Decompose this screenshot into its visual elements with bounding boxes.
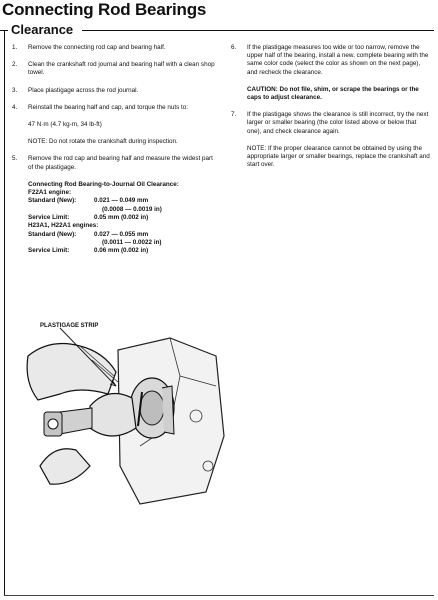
spec-row <box>28 231 217 239</box>
spec-row <box>28 214 217 222</box>
step-text: Clean the crankshaft rod journal and bearing half with a clean shop towel. <box>28 61 215 77</box>
spec-row <box>28 247 217 255</box>
note-replace: NOTE: If the proper clearance cannot be obtained by using the appropriate larger or smaller bearings, replace the crankshaft and start over. <box>247 144 430 169</box>
caution-text: CAUTION: Do not file, shim, or scrape the bearings or the caps to adjust clearance. <box>247 85 419 102</box>
step-6 <box>231 44 431 77</box>
note-rotate: NOTE: Do not rotate the crankshaft during inspection. <box>28 138 178 146</box>
step-number: 4. <box>12 103 18 111</box>
spec-value: (0.0011 — 0.0022 in) <box>102 239 162 246</box>
step-text: If the plastigage shows the clearance is still incorrect, try the next larger or smaller bearing (the color listed above or below that one), and check clearance again. <box>247 111 429 135</box>
spec-row <box>28 197 217 205</box>
page-title: Connecting Rod Bearings <box>2 0 207 19</box>
spec-key: Service Limit: <box>28 247 70 255</box>
step-5 <box>12 155 217 171</box>
torque-spec: 47 N·m (4.7 kg-m, 34 lb-ft) <box>28 121 102 129</box>
section-rule <box>82 30 434 31</box>
left-column <box>12 44 217 256</box>
step-text: Place plastigage across the rod journal. <box>28 86 139 94</box>
step-4 <box>12 104 217 112</box>
spec-row <box>28 239 217 247</box>
step-text: Reinstall the bearing half and cap, and torque the nuts to: <box>28 103 188 111</box>
step-number: 6. <box>231 44 237 51</box>
step-number: 5. <box>12 155 18 163</box>
spec-value: 0.06 mm (0.002 in) <box>94 247 149 255</box>
step-text: Remove the connecting rod cap and bearing half. <box>28 44 166 51</box>
spec-key: Standard (New): <box>28 197 77 205</box>
spec-value: 0.027 — 0.055 mm <box>94 230 149 238</box>
section-title: Clearance <box>11 22 74 37</box>
spec-heading: Connecting Rod Bearing-to-Journal Oil Clearance: <box>28 180 179 188</box>
spec-engine-1: F22A1 engine: <box>28 189 72 197</box>
plastigage-illustration <box>20 316 228 512</box>
right-column <box>231 44 431 178</box>
step-1 <box>12 44 217 52</box>
step-number: 2. <box>12 61 18 69</box>
spec-value: 0.05 mm (0.002 in) <box>94 214 149 222</box>
figure-label: PLASTIGAGE STRIP <box>40 323 99 329</box>
spec-value: 0.021 — 0.049 mm <box>94 197 149 205</box>
spec-value: (0.0008 — 0.0019 in) <box>102 205 162 213</box>
step-2 <box>12 61 217 77</box>
spec-row <box>28 206 217 214</box>
section-frame <box>4 30 5 596</box>
step-number: 3. <box>12 86 18 94</box>
step-3 <box>12 87 217 95</box>
clearance-spec <box>12 181 217 256</box>
step-text: If the plastigage measures too wide or too narrow, remove the upper half of the bearing, install a new, complete bearing with the same color code (select the color as shown on the next page), and recheck the clearance. <box>247 44 429 76</box>
spec-key: Service Limit: <box>28 214 70 222</box>
step-7 <box>231 111 431 136</box>
section-frame-bottom <box>4 595 434 596</box>
spec-engine-2: H23A1, H22A1 engines: <box>28 222 99 230</box>
step-text: Remove the rod cap and bearing half and measure the widest part of the plastigage. <box>28 155 213 171</box>
section-header <box>0 20 438 40</box>
step-number: 7. <box>231 111 237 119</box>
step-number: 1. <box>12 44 18 51</box>
spec-key: Standard (New): <box>28 230 77 238</box>
